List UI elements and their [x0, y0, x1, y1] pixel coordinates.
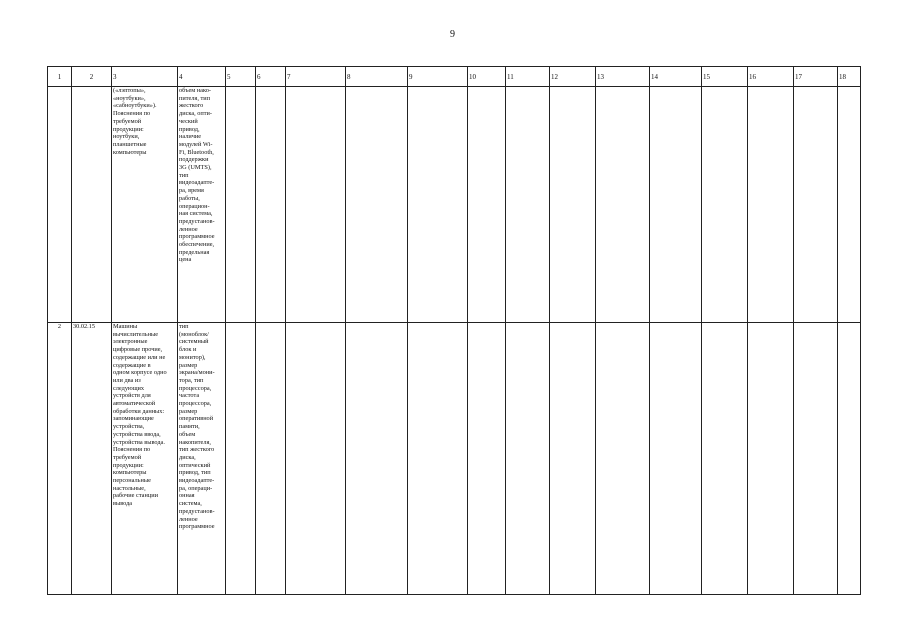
- empty-cell: [550, 323, 596, 595]
- empty-cell: [226, 323, 256, 595]
- empty-cell: [256, 323, 286, 595]
- empty-cell: [702, 323, 748, 595]
- column-header: 13: [596, 67, 650, 87]
- empty-cell: [596, 87, 650, 323]
- column-header: 7: [286, 67, 346, 87]
- code-cell: 30.02.15: [72, 323, 112, 595]
- product-name-cell: («лэптопы», «ноутбуки», «сабноутбуки»). Пояснения по требуемой продукции: ноутбуки, планшетные компьютеры: [112, 87, 178, 323]
- column-header: 17: [794, 67, 838, 87]
- table-row: [48, 87, 861, 323]
- column-header: 18: [838, 67, 861, 87]
- empty-cell: [838, 87, 861, 323]
- characteristics-cell: объем нако- пителя, тип жесткого диска, опти- ческий привод, наличие модулей Wi- Fi, Bluetooth, поддержки 3G (UMTS), тип видеоадапте- ра, время работы, операцион- ная система, предустанов- ленное программное обеспечение, предельная цена: [178, 87, 226, 323]
- column-header: 10: [468, 67, 506, 87]
- row-number-cell: 2: [48, 323, 72, 595]
- empty-cell: [838, 323, 861, 595]
- header-row: [48, 67, 861, 87]
- empty-cell: [346, 323, 408, 595]
- row-number-cell: [48, 87, 72, 323]
- empty-cell: [748, 87, 794, 323]
- column-header: 1: [48, 67, 72, 87]
- column-header: 6: [256, 67, 286, 87]
- empty-cell: [468, 87, 506, 323]
- empty-cell: [226, 87, 256, 323]
- empty-cell: [748, 323, 794, 595]
- empty-cell: [256, 87, 286, 323]
- empty-cell: [650, 323, 702, 595]
- column-header: 5: [226, 67, 256, 87]
- column-header: 15: [702, 67, 748, 87]
- column-header: 14: [650, 67, 702, 87]
- empty-cell: [408, 87, 468, 323]
- column-header: 4: [178, 67, 226, 87]
- empty-cell: [794, 323, 838, 595]
- empty-cell: [506, 323, 550, 595]
- empty-cell: [702, 87, 748, 323]
- column-header: 2: [72, 67, 112, 87]
- empty-cell: [286, 87, 346, 323]
- column-header: 16: [748, 67, 794, 87]
- empty-cell: [286, 323, 346, 595]
- product-name-cell: Машины вычислительные электронные цифровые прочие, содержащие или не содержащие в одном корпусе одно или два из следующих устройств для автоматической обработки данных: запоминающие устройства, устройства ввода, устройства вывода. Пояснения по требуемой продукции: компьютеры персональные настольные, рабочие станции вывода: [112, 323, 178, 595]
- empty-cell: [550, 87, 596, 323]
- column-header: 9: [408, 67, 468, 87]
- empty-cell: [650, 87, 702, 323]
- empty-cell: [596, 323, 650, 595]
- empty-cell: [506, 87, 550, 323]
- empty-cell: [468, 323, 506, 595]
- page-number: 9: [450, 29, 455, 40]
- table-row: [48, 323, 861, 595]
- column-header: 8: [346, 67, 408, 87]
- column-header: 3: [112, 67, 178, 87]
- empty-cell: [346, 87, 408, 323]
- column-header: 12: [550, 67, 596, 87]
- empty-cell: [794, 87, 838, 323]
- characteristics-cell: тип (моноблок/ системный блок и монитор), размер экрана/мони- тора, тип процессора, частота процессора, размер оперативной памяти, объем накопителя, тип жесткого диска, оптический привод, тип видеоадапте- ра, операци- онная система, предустанов- ленное программное: [178, 323, 226, 595]
- empty-cell: [408, 323, 468, 595]
- requirements-table: [47, 66, 861, 595]
- code-cell: [72, 87, 112, 323]
- column-header: 11: [506, 67, 550, 87]
